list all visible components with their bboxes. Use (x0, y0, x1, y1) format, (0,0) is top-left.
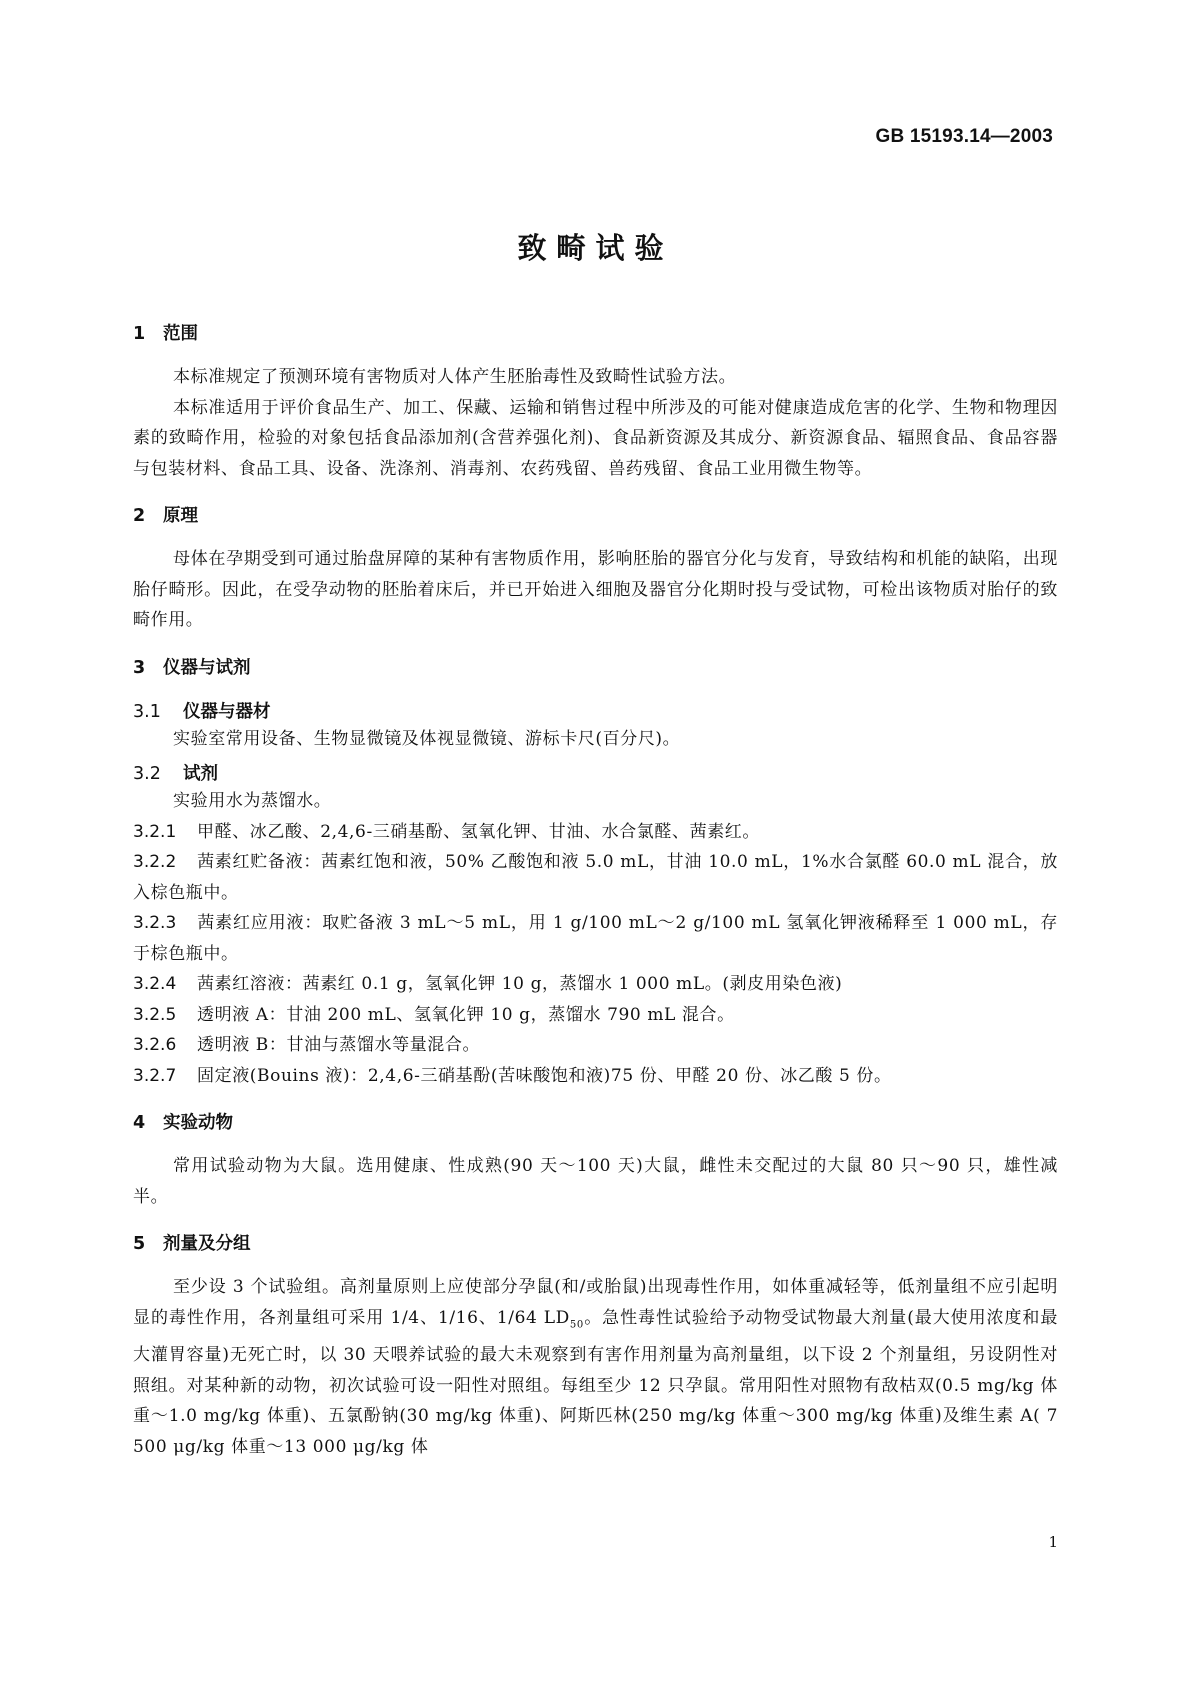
paragraph: 实验室常用设备、生物显微镜及体视显微镜、游标卡尺(百分尺)。 (173, 728, 681, 749)
subsection-number: 3.1 (133, 701, 161, 722)
standard-code: GB 15193.14—2003 (875, 126, 1053, 147)
subsection-heading-equipment (133, 700, 1058, 724)
paragraph: 常用试验动物为大鼠。选用健康、性成熟(90 天～100 天)大鼠，雌性未交配过的大鼠 80 只～90 只，雄性减半。 (133, 1156, 1058, 1207)
section-heading-animals (133, 1111, 1058, 1135)
item-text: 透明液 A：甘油 200 mL、氢氧化钾 10 g，蒸馏水 790 mL 混合。 (197, 1004, 735, 1025)
document-title: 致畸试验 (517, 231, 674, 265)
item-text: 透明液 B：甘油与蒸馏水等量混合。 (197, 1035, 481, 1055)
section-heading-instruments (133, 656, 1058, 680)
section-title: 仪器与试剂 (163, 657, 251, 678)
section-heading-scope (133, 322, 1058, 346)
item-number: 3.2.5 (133, 1004, 177, 1025)
paragraph: 实验用水为蒸馏水。 (173, 791, 332, 811)
reagent-item (133, 1000, 1058, 1031)
section-number: 3 (133, 657, 146, 678)
reagent-item (133, 1061, 1058, 1092)
paragraph: 母体在孕期受到可通过胎盘屏障的某种有害物质作用，影响胚胎的器官分化与发育，导致结构和机能的缺陷，出现胎仔畸形。因此，在受孕动物的胚胎着床后，并已开始进入细胞及器官分化期时投与受试物，可检出该物质对胎仔的致畸作用。 (133, 549, 1058, 630)
reagent-item (133, 908, 1058, 969)
item-number: 3.2.1 (133, 821, 177, 842)
section-heading-principle (133, 504, 1058, 528)
item-number: 3.2.7 (133, 1065, 177, 1086)
item-text: 茜素红应用液：取贮备液 3 mL～5 mL，用 1 g/100 mL～2 g/100 mL 氢氧化钾液稀释至 1 000 mL，存于棕色瓶中。 (133, 913, 1058, 964)
subsection-title: 仪器与器材 (183, 701, 271, 722)
reagent-item (133, 969, 1058, 1000)
section-number: 4 (133, 1113, 146, 1133)
item-text: 茜素红溶液：茜素红 0.1 g，氢氧化钾 10 g，蒸馏水 1 000 mL。(剥皮用染色液) (197, 974, 843, 994)
paragraph-text: 。急性毒性试验给予动物受试物最大剂量(最大使用浓度和最大灌胃容量)无死亡时，以 30 天喂养试验的最大未观察到有害作用剂量为高剂量组，以下设 2 个剂量组，另设阴性对照组。对某种新的动物，初次试验可设一阳性对照组。每组至少 12 只孕鼠。常用阳性对照物有敌枯双(0.5 mg/kg 体重～1.0 mg/kg 体重)、五氯酚钠(30 mg/kg 体重)、阿斯匹林(250 mg/kg 体重～300 mg/kg 体重)及维生素 A( 7 500 μg/kg 体重～13 000 μg/kg 体 (133, 1307, 1058, 1457)
section-title: 实验动物 (163, 1113, 233, 1133)
item-text: 固定液(Bouins 液)：2,4,6-三硝基酚(苦味酸饱和液)75 份、甲醛 20 份、冰乙酸 5 份。 (197, 1065, 892, 1086)
item-number: 3.2.6 (133, 1035, 177, 1055)
reagent-item (133, 1030, 1058, 1061)
reagent-item (133, 817, 1058, 848)
item-text: 茜素红贮备液：茜素红饱和液，50% 乙酸饱和液 5.0 mL，甘油 10.0 mL，1%水合氯醛 60.0 mL 混合，放入棕色瓶中。 (133, 852, 1058, 903)
reagent-item (133, 847, 1058, 908)
paragraph: 本标准规定了预测环境有害物质对人体产生胚胎毒性及致畸性试验方法。 (173, 367, 737, 387)
document-body (133, 322, 1058, 1462)
item-number: 3.2.3 (133, 913, 177, 933)
paragraph-text: 至少设 3 个试验组。高剂量原则上应使部分孕鼠(和/或胎鼠)出现毒性作用，如体重减轻等，低剂量组不应引起明显的毒性作用，各剂量组可采用 1/4、1/16、1/64 LD (133, 1277, 1058, 1328)
paragraph (133, 1272, 1058, 1462)
subscript: 50 (569, 1318, 584, 1330)
paragraph: 本标准适用于评价食品生产、加工、保藏、运输和销售过程中所涉及的可能对健康造成危害的化学、生物和物理因素的致畸作用，检验的对象包括食品添加剂(含营养强化剂)、食品新资源及其成分、新资源食品、辐照食品、食品容器与包装材料、食品工具、设备、洗涤剂、消毒剂、农药残留、兽药残留、食品工业用微生物等。 (133, 397, 1058, 479)
section-title: 原理 (163, 506, 198, 526)
section-number: 5 (133, 1234, 146, 1254)
subsection-heading-reagents (133, 762, 1058, 786)
item-number: 3.2.4 (133, 974, 177, 994)
section-number: 2 (133, 506, 146, 526)
page-number: 1 (1048, 1533, 1058, 1551)
subsection-number: 3.2 (133, 764, 161, 784)
section-title: 范围 (163, 324, 198, 344)
section-title: 剂量及分组 (163, 1234, 251, 1254)
item-text: 甲醛、冰乙酸、2,4,6-三硝基酚、氢氧化钾、甘油、水合氯醛、茜素红。 (197, 821, 760, 842)
item-number: 3.2.2 (133, 852, 177, 872)
section-heading-dosage (133, 1232, 1058, 1256)
subsection-title: 试剂 (183, 764, 218, 784)
section-number: 1 (133, 324, 146, 344)
